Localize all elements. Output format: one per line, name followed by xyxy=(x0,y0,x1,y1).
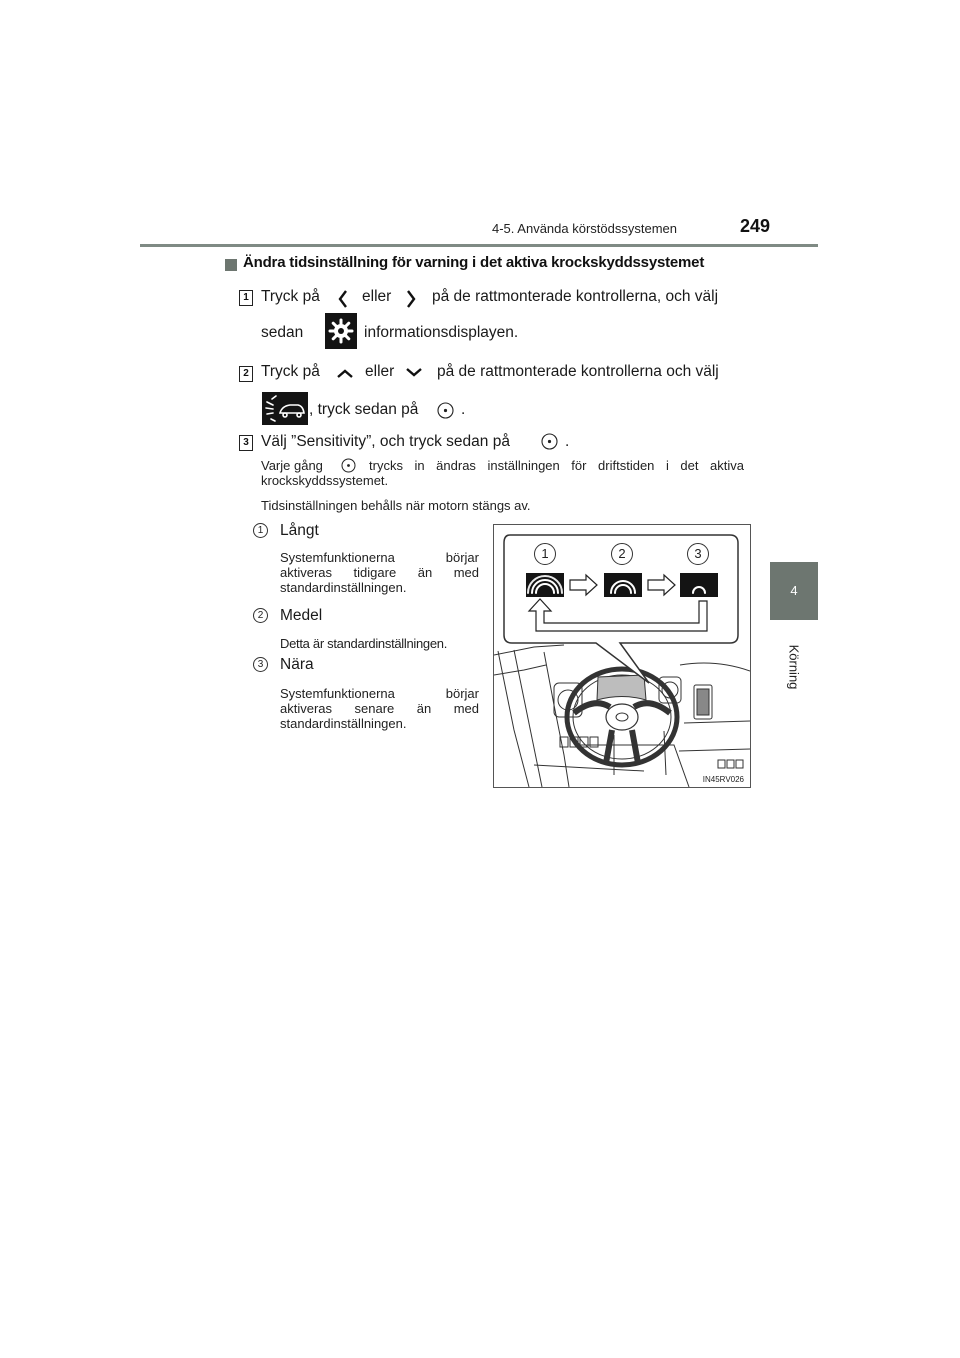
option-3-desc: Systemfunktionerna börjar aktiveras senare än med standardinställningen. xyxy=(280,686,479,731)
step-2-text-c: på de rattmonterade kontrollerna och välj xyxy=(437,363,719,380)
step-1-text-c: på de rattmonterade kontrollerna, och välj xyxy=(432,288,719,305)
heading-bullet xyxy=(225,259,237,271)
option-1-number: 1 xyxy=(253,523,268,538)
chapter-tab: 4 xyxy=(770,562,818,620)
settings-icon-box xyxy=(325,313,357,349)
figure-code: IN45RV026 xyxy=(702,775,744,784)
step-2-text-e: . xyxy=(461,401,466,418)
step-3-number: 3 xyxy=(239,435,253,451)
option-2-number: 2 xyxy=(253,608,268,623)
chevron-down-icon xyxy=(404,366,424,378)
ok-button-icon xyxy=(437,402,454,419)
step-1-number: 1 xyxy=(239,290,253,306)
step-2-text-d: , tryck sedan på xyxy=(309,401,419,418)
chevron-right-icon xyxy=(405,289,417,309)
step-2-number: 2 xyxy=(239,366,253,382)
chevron-left-icon xyxy=(337,289,349,309)
step-3-text-b: . xyxy=(565,433,570,450)
chapter-name xyxy=(778,632,810,702)
step-2-text-a: Tryck på xyxy=(261,363,320,380)
option-2-desc: Detta är standardinställningen. xyxy=(280,636,448,651)
step-2-text-b: eller xyxy=(365,363,395,380)
figure-label-2: 2 xyxy=(611,543,633,565)
illustration-figure xyxy=(493,524,751,788)
option-1-title: Långt xyxy=(280,522,319,539)
section-heading: Ändra tidsinställning för varning i det aktiva krockskyddssystemet xyxy=(243,254,705,271)
step-3-text-a: Välj ”Sensitivity”, och tryck sedan på xyxy=(261,433,510,450)
pcs-icon-box xyxy=(262,392,308,425)
note-a-text: trycks in ändras inställningen för driftstiden i det aktiva krockskyddssystemet. xyxy=(261,458,744,488)
option-1-desc: Systemfunktionerna börjar aktiveras tidigare än med standardinställningen. xyxy=(280,550,479,595)
header-divider xyxy=(140,244,818,247)
option-3-number: 3 xyxy=(253,657,268,672)
note-b: Tidsinställningen behålls när motorn stängs av. xyxy=(261,498,531,513)
section-title: 4-5. Använda körstödssystemen xyxy=(492,221,677,236)
gear-icon xyxy=(325,313,357,349)
ok-button-icon xyxy=(541,433,558,450)
chapter-name-text: Körning xyxy=(786,644,802,690)
figure-label-3: 3 xyxy=(687,543,709,565)
figure-label-1: 1 xyxy=(534,543,556,565)
pre-collision-car-icon xyxy=(262,392,308,425)
step-1-text-b: eller xyxy=(362,288,392,305)
note-a-start: Varje gång xyxy=(261,458,323,473)
option-3-title: Nära xyxy=(280,656,314,673)
option-2-title: Medel xyxy=(280,607,323,624)
chevron-up-icon xyxy=(335,368,355,380)
step-1-text-e: informationsdisplayen. xyxy=(364,324,519,341)
page-number: 249 xyxy=(740,216,771,236)
step-1-text-a: Tryck på xyxy=(261,288,320,305)
step-1-text-d: sedan xyxy=(261,324,304,341)
